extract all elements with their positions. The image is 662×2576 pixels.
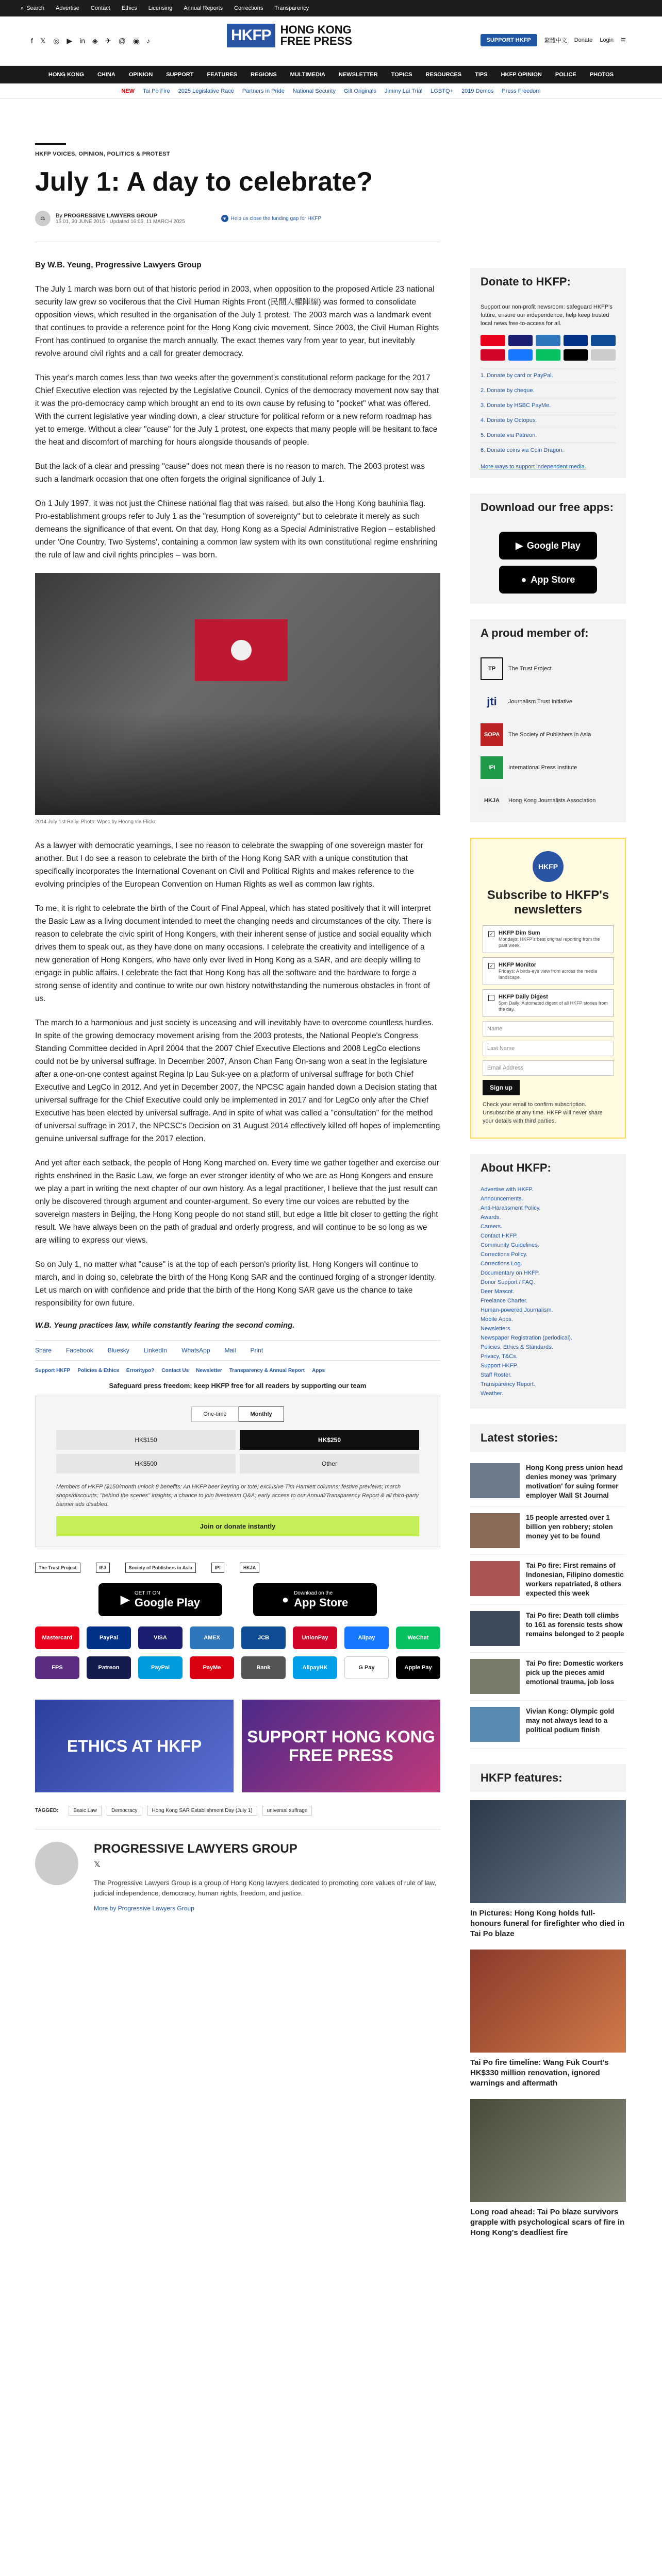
article-photo xyxy=(35,573,440,815)
amex-icon xyxy=(536,335,560,346)
sidebar-apps xyxy=(470,521,626,604)
nav-resources[interactable]: RESOURCES xyxy=(425,72,462,78)
payment-card: Alipay xyxy=(344,1626,389,1649)
latest-title: Latest stories: xyxy=(470,1424,626,1452)
about-link[interactable]: Deer Mascot. xyxy=(481,1289,515,1295)
trust-project-icon: TP xyxy=(481,657,503,680)
article-byline-text: By W.B. Yeung, Progressive Lawyers Group xyxy=(35,261,202,269)
story-thumb xyxy=(470,1707,520,1742)
latest-story[interactable]: Tai Po fire: First remains of Indonesian, Filipino domestic workers repatriated, 8 others expected this week xyxy=(470,1555,626,1605)
support-promo[interactable]: SUPPORT HONG KONG FREE PRESS xyxy=(242,1700,440,1792)
latest-story[interactable]: Hong Kong press union head denies money was 'primary motivation' for suing former employer Wall St Journal xyxy=(470,1457,626,1507)
article-paragraph: As a lawyer with democratic yearnings, I see no reason to celebrate the swapping of one sovereign master for another. But I do see a reason to celebrate the birth of the Hong Kong SAR with a unique constitution that specifically incorporates the International Covenant on Civil and Political Rights and makes reference to the evolving principles of the European Convention on Human Rights as well as common law rights. xyxy=(35,841,424,889)
footer-links xyxy=(35,1368,440,1374)
member-item[interactable]: TP The Trust Project xyxy=(470,652,626,685)
article-paragraph: To me, it is right to celebrate the birth of the Court of Final Appeal, which has stated positively that it will interpret the Basic Law as a living document intended to meet the changing needs and circumstances of the city. There is reason to celebrate the civic spirit of Hong Kongers, with their inherent sense of justice and social equality which drives them to speak out, as they have done on many occasions. I celebrate the creativity and intelligence of a new generation of Hong Kongers, who have only ever lived in Hong Kong as a SAR, and are deeply willing to engage in public affairs. I celebrate the fact that Hong Kong has all the software and the hardware to forge a strong sense of identity and continue to write our own history notwithstanding the numerous obstacles in front of us. xyxy=(35,904,432,1003)
nav-topics[interactable]: TOPICS xyxy=(391,72,412,78)
link-transparency[interactable]: Transparency & Annual Report xyxy=(229,1368,305,1374)
donate-widget xyxy=(35,1396,440,1547)
payment-card: Mastercard xyxy=(35,1626,79,1649)
wechat-icon xyxy=(536,349,560,361)
flag-shape xyxy=(195,619,288,681)
nav-photos[interactable]: PHOTOS xyxy=(589,72,614,78)
about-link[interactable]: Staff Roster. xyxy=(481,1372,512,1378)
payment-methods xyxy=(35,1626,440,1679)
donate-text: Support our non-profit newsroom: safeguard HKFP's future, ensure our independence, help keep trusted local news free-to-access for all. xyxy=(481,304,613,327)
utility-annual-reports[interactable]: Annual Reports xyxy=(184,5,223,11)
share-mail[interactable]: Mail xyxy=(224,1347,236,1354)
mastercard-icon xyxy=(481,335,505,346)
donate-heading: Safeguard press freedom; keep HKFP free for all readers by supporting our team xyxy=(109,1382,367,1389)
byline: ⚖ By PROGRESSIVE LAWYERS GROUP 15:01, 30 JUNE 2015 · Updated 16:05, 11 MARCH 2025 ♥ Help us close the funding gap for HKFP xyxy=(35,211,440,226)
paypal-icon xyxy=(564,335,588,346)
about-link[interactable]: Advertise with HKFP. xyxy=(481,1187,534,1193)
sidebar-donate-title: Donate to HKFP: xyxy=(470,268,626,296)
share-bluesky[interactable]: Bluesky xyxy=(107,1347,129,1354)
about-link[interactable]: Support HKFP. xyxy=(481,1363,518,1369)
story-thumb xyxy=(470,1561,520,1596)
article-kicker[interactable]: HKFP VOICES, OPINION, POLITICS & PROTEST xyxy=(35,143,66,157)
payment-card: Patreon xyxy=(87,1656,131,1679)
donate-option[interactable]: 1. Donate by card or PayPal. xyxy=(481,368,616,383)
about-link[interactable]: Donor Support / FAQ. xyxy=(481,1279,535,1285)
share-facebook[interactable]: Facebook xyxy=(66,1347,93,1354)
share-label: Share xyxy=(35,1347,52,1354)
payment-card: VISA xyxy=(138,1626,183,1649)
hkja-icon: HKJA xyxy=(481,789,503,812)
about-link[interactable]: Policies, Ethics & Standards. xyxy=(481,1344,553,1350)
x-icon[interactable]: 𝕏 xyxy=(40,37,46,45)
youtube-icon[interactable]: ▶ xyxy=(67,37,73,45)
article-paragraph: This year's march comes less than two weeks after the government's constitutional reform package for the 2017 Chief Executive election was rejected by the Legislative Council. Cynics of the democracy movement now say that it was the pro-democracy camp which brought an end to its own cause by refusing to "pocket" what was offered. With the current legislative year winding down, a clear structure for political reform or a new reform roadmap has yet to emerge. Without a clear "cause" for the July 1 protest, one expects that many people will be hesitant to face the heat and discomfort of marching for hours alongside thousands of people. xyxy=(35,374,439,447)
about-link[interactable]: Newspaper Registration (periodical). xyxy=(481,1335,572,1341)
unionpay-icon xyxy=(481,349,505,361)
feature-story[interactable]: In Pictures: Hong Kong holds full-honours funeral for firefighter who died in Tai Po blaze xyxy=(470,1800,626,1939)
utility-search[interactable]: ⌕ Search xyxy=(21,5,45,11)
trending-bar xyxy=(0,83,662,99)
about-link[interactable]: Corrections Log. xyxy=(481,1261,522,1267)
payment-card: PayPal xyxy=(138,1656,183,1679)
nav-hkfp-opinion[interactable]: HKFP OPINION xyxy=(501,72,542,78)
tag[interactable]: Basic Law xyxy=(69,1806,102,1816)
more-ways-link[interactable]: More ways to support independent media. xyxy=(481,464,586,470)
newsletter-title: Subscribe to HKFP's newsletters xyxy=(487,888,609,917)
utility-advertise[interactable]: Advertise xyxy=(56,5,79,11)
article-paragraph: But the lack of a clear and pressing "cause" does not mean there is no reason to march. The 2003 protest was such a landmark occasion that one often forgets the original significance of July 1. xyxy=(35,462,425,484)
language-switch[interactable]: 繁體中文 xyxy=(544,38,567,44)
site-logo[interactable] xyxy=(227,24,352,47)
jcb-icon xyxy=(591,335,616,346)
latest-story[interactable]: Tai Po fire: Death toll climbs to 161 as forensic tests show remains belonged to 2 people xyxy=(470,1605,626,1653)
social-links xyxy=(31,37,150,45)
promo-banners xyxy=(35,1700,440,1792)
utility-ethics[interactable]: Ethics xyxy=(121,5,137,11)
article xyxy=(35,143,440,1912)
photo-caption: 2014 July 1st Rally. Photo: Wpcc by Hoong via Flickr xyxy=(35,819,156,825)
payment-card: Apple Pay xyxy=(396,1656,440,1679)
ipi-icon: IPI xyxy=(481,756,503,779)
feature-image xyxy=(470,1800,626,1903)
link-policies[interactable]: Policies & Ethics xyxy=(77,1368,119,1374)
member-item[interactable]: SOPA The Society of Publishers in Asia xyxy=(470,718,626,751)
last-name-input[interactable]: Last Name xyxy=(483,1041,614,1056)
tags-label: TAGGED: xyxy=(35,1808,59,1814)
funding-gap-link[interactable]: ♥ Help us close the funding gap for HKFP xyxy=(221,215,322,222)
utility-bar xyxy=(0,0,662,16)
payment-card: UnionPay xyxy=(293,1626,337,1649)
header-actions xyxy=(481,34,626,46)
signup-button[interactable]: Sign up xyxy=(483,1080,520,1095)
author-box-name[interactable]: PROGRESSIVE LAWYERS GROUP xyxy=(94,1842,297,1856)
about-link[interactable]: Anti-Harassment Policy. xyxy=(481,1205,541,1211)
nav-opinion[interactable]: OPINION xyxy=(128,72,153,78)
play-icon: ▶ xyxy=(120,1593,129,1606)
payment-card: AMEX xyxy=(190,1626,234,1649)
author-description: The Progressive Lawyers Group is a group of Hong Kong lawyers dedicated to promoting core values of rule of law, judicial independence, democracy, human rights, freedom, and justice. xyxy=(94,1879,437,1897)
nav-china[interactable]: CHINA xyxy=(97,72,115,78)
article-date: 15:01, 30 JUNE 2015 · Updated 16:05, 11 MARCH 2025 xyxy=(56,218,185,225)
about-link[interactable]: Human-powered Journalism. xyxy=(481,1307,553,1313)
latest-story[interactable]: Tai Po fire: Domestic workers pick up the pieces amid emotional trauma, job loss xyxy=(470,1653,626,1701)
donate-link[interactable]: Donate xyxy=(574,37,593,43)
about-link[interactable]: Transparency Report. xyxy=(481,1381,535,1387)
name-input[interactable]: Name xyxy=(483,1021,614,1037)
story-thumb xyxy=(470,1659,520,1694)
about-link[interactable]: Mobile Apps. xyxy=(481,1316,513,1323)
story-thumb xyxy=(470,1513,520,1548)
donate-option[interactable]: 3. Donate by HSBC PayMe. xyxy=(481,398,616,413)
trending-item[interactable]: Jimmy Lai Trial xyxy=(384,88,423,94)
feature-image xyxy=(470,2099,626,2202)
about-link[interactable]: Community Guidelines. xyxy=(481,1242,539,1248)
trust-logos xyxy=(35,1563,440,1573)
menu-icon[interactable]: ☰ xyxy=(621,37,626,44)
gpay-icon xyxy=(591,349,616,361)
link-typo[interactable]: Error/typo? xyxy=(126,1368,155,1374)
donate-option[interactable]: 2. Donate by cheque. xyxy=(481,383,616,398)
heart-icon: ♥ xyxy=(221,215,228,222)
site-header xyxy=(0,16,662,66)
tiktok-icon[interactable]: ♪ xyxy=(146,37,151,45)
membership-benefits: Members of HKFP ($150/month unlock 8 benefits: An HKFP beer keyring or tote; exclusive Tim Hamlett columns; festive previews; march shops/discounts; "behind the scenes" insights; a chance to join livestream Q&A; early access to our Annual/Transparency Report & all third-party banner ads disabled. xyxy=(56,1484,419,1507)
about-title: About HKFP: xyxy=(470,1154,626,1182)
payment-card: PayPal xyxy=(87,1626,131,1649)
trending-item[interactable]: 2019 Demos xyxy=(461,88,494,94)
sidebar-donate xyxy=(470,296,626,478)
about-link[interactable]: Announcements. xyxy=(481,1196,523,1202)
utility-transparency[interactable]: Transparency xyxy=(274,5,309,11)
donate-option[interactable]: 5. Donate via Patreon. xyxy=(481,428,616,443)
utility-contact[interactable]: Contact xyxy=(90,5,110,11)
tag[interactable]: universal suffrage xyxy=(262,1806,312,1816)
mastodon-icon[interactable]: @ xyxy=(118,37,126,45)
main-nav xyxy=(0,66,662,83)
about-link[interactable]: Awards. xyxy=(481,1214,501,1221)
share-linkedin[interactable]: LinkedIn xyxy=(143,1347,168,1354)
join-donate-button[interactable]: Join or donate instantly xyxy=(56,1516,419,1536)
about-link[interactable]: Careers. xyxy=(481,1224,503,1230)
nav-newsletter[interactable]: NEWSLETTER xyxy=(338,72,378,78)
author-more-link[interactable]: More by Progressive Lawyers Group xyxy=(94,1905,194,1912)
about-link[interactable]: Documentary on HKFP. xyxy=(481,1270,540,1276)
email-input[interactable]: Email Address xyxy=(483,1060,614,1076)
tag[interactable]: Democracy xyxy=(107,1806,142,1816)
link-contact[interactable]: Contact Us xyxy=(161,1368,189,1374)
payment-card: G Pay xyxy=(344,1656,389,1679)
support-hkfp-button[interactable]: SUPPORT HKFP xyxy=(481,34,537,46)
share-print[interactable]: Print xyxy=(250,1347,263,1354)
checkbox[interactable]: ✓ xyxy=(488,931,494,937)
about-link[interactable]: Privacy, T&Cs. xyxy=(481,1353,518,1360)
sidebar-app-store[interactable]: ● App Store xyxy=(499,566,597,594)
jti-icon: jti xyxy=(487,695,497,708)
hkja-logo[interactable]: HKJA xyxy=(240,1563,260,1573)
apps-title: Download our free apps: xyxy=(470,494,626,521)
story-thumb xyxy=(470,1611,520,1646)
facebook-icon[interactable]: f xyxy=(31,37,33,45)
checkbox[interactable] xyxy=(488,995,494,1001)
latest-list xyxy=(470,1457,626,1749)
ethics-promo[interactable]: ETHICS AT HKFP xyxy=(35,1700,234,1792)
newsletter-option[interactable]: ✓ HKFP Dim Sum Mondays: HKFP's best original reporting from the past week. xyxy=(483,925,614,953)
member-item[interactable]: HKJA Hong Kong Journalists Association xyxy=(470,784,626,817)
bluesky-icon[interactable]: ◉ xyxy=(133,37,140,45)
sopa-icon: SOPA xyxy=(481,723,503,746)
nav-regions[interactable]: REGIONS xyxy=(250,72,277,78)
feature-story[interactable]: Long road ahead: Tai Po blaze survivors grapple with psychological scars of fire in Hong Kong's deadliest fire xyxy=(470,2099,626,2238)
nav-support[interactable]: SUPPORT xyxy=(166,72,194,78)
trending-item[interactable]: Partners in Pride xyxy=(242,88,285,94)
link-newsletter[interactable]: Newsletter xyxy=(196,1368,222,1374)
trending-item[interactable]: 2025 Legislative Race xyxy=(178,88,234,94)
frequency-toggle xyxy=(56,1406,419,1422)
applepay-icon xyxy=(564,349,588,361)
article-paragraph: The July 1 march was born out of that historic period in 2003, when opposition to the proposed Article 23 national security law grew so vociferous that the Civil Human Rights Front (民間人權陣線) was formed to consolidate opposition views, which resulted in the organisation of the July 1 protest. The 2003 march was a landmark event that continues to provide a reference point for the Hong Kong civic movement. Since 2003, the Civil Human Rights Front has continued to organise the march annually. The exact themes vary from year to year, but inevitably revolve around civil rights and a call for greater democracy. xyxy=(35,285,439,358)
play-icon: ▶ xyxy=(516,540,523,551)
trending-item[interactable]: Gilt Originals xyxy=(343,88,376,94)
nav-features[interactable]: FEATURES xyxy=(207,72,237,78)
sidebar-google-play[interactable]: ▶ Google Play xyxy=(499,532,597,560)
hkfp-badge-icon: HKFP xyxy=(533,851,564,882)
threads-icon[interactable]: ◈ xyxy=(92,37,98,45)
tags xyxy=(35,1806,440,1816)
payment-card: AlipayHK xyxy=(293,1656,337,1679)
payment-card: FPS xyxy=(35,1656,79,1679)
share-whatsapp[interactable]: WhatsApp xyxy=(181,1347,210,1354)
about-link[interactable]: Newsletters. xyxy=(481,1326,512,1332)
frequency-monthly[interactable]: Monthly xyxy=(239,1406,284,1422)
amount-option-selected[interactable]: HK$250 xyxy=(240,1430,419,1450)
feature-image xyxy=(470,1950,626,2053)
logo-mark: HKFP xyxy=(227,24,275,47)
instagram-icon[interactable]: ◎ xyxy=(53,37,60,45)
share-bar xyxy=(35,1340,440,1361)
amount-option-other[interactable]: Other xyxy=(240,1454,419,1473)
google-play-button[interactable]: ▶ GET IT ON Google Play xyxy=(98,1583,222,1616)
frequency-one-time[interactable]: One-time xyxy=(191,1406,238,1422)
search-icon: ⌕ xyxy=(21,5,24,11)
utility-corrections[interactable]: Corrections xyxy=(234,5,263,11)
sopa-logo[interactable]: Society of Publishers in Asia xyxy=(125,1563,196,1573)
sidebar xyxy=(470,268,626,2248)
latest-story[interactable]: 15 people arrested over 1 billion yen robbery; stolen money yet to be found xyxy=(470,1507,626,1555)
trending-item[interactable]: LGBTQ+ xyxy=(431,88,454,94)
author-box xyxy=(35,1829,440,1912)
donate-list xyxy=(481,368,616,457)
apple-icon: ● xyxy=(282,1593,289,1606)
article-paragraph: So on July 1, no matter what "cause" is at the top of each person's priority list, Hong Kongers will continue to march, and in doing so, celebrate the birth of the Hong Kong SAR and the continued forging of a stronger identity. Let us march on with confidence and pride that the birth of the Hong Kong SAR gave us the chance to take responsibility for own future. xyxy=(35,1260,436,1308)
newsletter-box xyxy=(470,838,626,1139)
alipay-icon xyxy=(508,349,533,361)
telegram-icon[interactable]: ✈ xyxy=(105,37,111,45)
trending-label: NEW xyxy=(121,88,135,94)
trending-item[interactable]: National Security xyxy=(292,88,336,94)
amount-option[interactable]: HK$500 xyxy=(56,1454,236,1473)
nav-multimedia[interactable]: MULTIMEDIA xyxy=(290,72,325,78)
payment-card: Bank xyxy=(241,1656,286,1679)
payment-card: PayMe xyxy=(190,1656,234,1679)
features-title: HKFP features: xyxy=(470,1764,626,1792)
newsletter-option[interactable]: HKFP Daily Digest 5pm Daily: Automated digest of all HKFP stories from the day. xyxy=(483,989,614,1017)
author-signoff: W.B. Yeung practices law, while constantly fearing the second coming. xyxy=(35,1321,295,1330)
article-paragraph: The march to a harmonious and just society is unceasing and will inevitably have to overcome countless hurdles. In spite of the growing democracy movement arising from the 2003 protests, the National People's Congress Standing Committee decided in April 2004 that the 2007 Chief Executive Elections and 2008 LegCo elections could not be by universal suffrage. In December 2007, Anson Chan Fang On-sang won a seat in the legislature after a one-on-one contest against Regina Ip Lau Suk-yee on a platform of universal suffrage for both Chief Executive and LegCo in 2012. And yet in December 2007, the NPCSC again handed down a Decision stating that universal suffrage for the Chief Executive could only be implemented in 2017 and for LegCo only after the Chief Executive has been elected by universal suffrage. And in spite of what was called a "consultation" for the method of universal suffrage in 2017, the NPCSC's Decision on 31 August 2014 effectively killed off hopes of implementing genuine universal suffrage for the 2017 election. xyxy=(35,1019,440,1143)
feature-story[interactable]: Tai Po fire timeline: Wang Fuk Court's HK$330 million renovation, ignored warnings and aftermath xyxy=(470,1950,626,2089)
app-store-button[interactable]: ● Download on the App Store xyxy=(253,1583,377,1616)
trust-project-logo[interactable]: The Trust Project xyxy=(35,1563,80,1573)
member-title: A proud member of: xyxy=(470,619,626,647)
app-stores xyxy=(35,1583,440,1616)
amount-options xyxy=(56,1430,419,1473)
login-link[interactable]: Login xyxy=(600,37,614,43)
payment-card: WeChat xyxy=(396,1626,440,1649)
trending-item[interactable]: Tai Po Fire xyxy=(143,88,170,94)
nav-hong-kong[interactable]: HONG KONG xyxy=(48,72,84,78)
checkbox[interactable]: ✓ xyxy=(488,963,494,969)
nav-police[interactable]: POLICE xyxy=(555,72,576,78)
visa-icon xyxy=(508,335,533,346)
amount-option[interactable]: HK$150 xyxy=(56,1430,236,1450)
author-avatar-large[interactable] xyxy=(35,1842,78,1885)
donate-option[interactable]: 6. Donate coins via Coin Dragon. xyxy=(481,443,616,457)
about-list xyxy=(470,1182,626,1409)
member-item[interactable]: IPI International Press Institute xyxy=(470,751,626,784)
about-link[interactable]: Weather. xyxy=(481,1391,503,1397)
sidebar-members xyxy=(470,647,626,822)
newsletter-option[interactable]: ✓ HKFP Monitor Fridays: A birds-eye view from across the media landscape. xyxy=(483,957,614,985)
payment-card: JCB xyxy=(241,1626,286,1649)
newsletter-footnote: Check your email to confirm subscription. Unsubscribe at any time. HKFP will never share your details with third parties. xyxy=(483,1101,603,1124)
article-paragraph: And yet after each setback, the people of Hong Kong marched on. Every time we gather together and exercise our rights enshrined in the Basic Law, we forge an ever stronger identity of who we are as Hong Kongers and ensure we play a part in writing the next chapter of our own history. As a legal practitioner, I believe that the just result can only be discovered through argument and counter-argument. So every time our voices are rebutted by the sovereign masters in Beijing, the Hong Kong people do not stand still, but edge a little bit closer to getting the right result. We have always been on the path of gradual and orderly progress, and will continue to be so long as we are willing to express our views. xyxy=(35,1159,440,1245)
author-name[interactable]: PROGRESSIVE LAWYERS GROUP xyxy=(63,212,157,219)
ipi-logo[interactable]: IPI xyxy=(211,1563,224,1573)
link-support[interactable]: Support HKFP xyxy=(35,1368,71,1374)
donate-option[interactable]: 4. Donate by Octopus. xyxy=(481,413,616,428)
twitter-icon[interactable]: 𝕏 xyxy=(94,1860,101,1869)
story-thumb xyxy=(470,1463,520,1498)
about-link[interactable]: Contact HKFP. xyxy=(481,1233,518,1239)
about-link[interactable]: Freelance Charter. xyxy=(481,1298,528,1304)
about-link[interactable]: Corrections Policy. xyxy=(481,1251,527,1258)
ifj-logo[interactable]: IFJ xyxy=(96,1563,110,1573)
sidebar-payment-icons xyxy=(481,335,616,361)
nav-tips[interactable]: TIPS xyxy=(475,72,488,78)
article-title: July 1: A day to celebrate? xyxy=(35,167,373,197)
latest-story[interactable]: Vivian Kong: Olympic gold may not always lead to a political podium finish xyxy=(470,1701,626,1749)
logo-text: HONG KONG FREE PRESS xyxy=(280,23,353,47)
tag[interactable]: Hong Kong SAR Establishment Day (July 1) xyxy=(147,1806,257,1816)
member-item[interactable]: jti Journalism Trust Initiative xyxy=(470,685,626,718)
apple-icon: ● xyxy=(521,574,527,585)
author-avatar[interactable]: ⚖ xyxy=(35,211,51,226)
article-paragraph: On 1 July 1997, it was not just the Chinese national flag that was raised, but also the Hong Kong bauhinia flag. Pro-establishment groups refer to July 1 as the "resumption of sovereignty" but to celebrate it merely as such demeans the significance of that event. On that day, Hong Kong as a Special Administrative Region – established under 'One Country, Two Systems', containing a common law system with its own constitutional regime enshrining the rule of law and civil rights principles – was born. xyxy=(35,499,438,560)
linkedin-icon[interactable]: in xyxy=(79,37,86,45)
utility-licensing[interactable]: Licensing xyxy=(148,5,173,11)
trending-item[interactable]: Press Freedom xyxy=(502,88,541,94)
link-apps[interactable]: Apps xyxy=(312,1368,325,1374)
